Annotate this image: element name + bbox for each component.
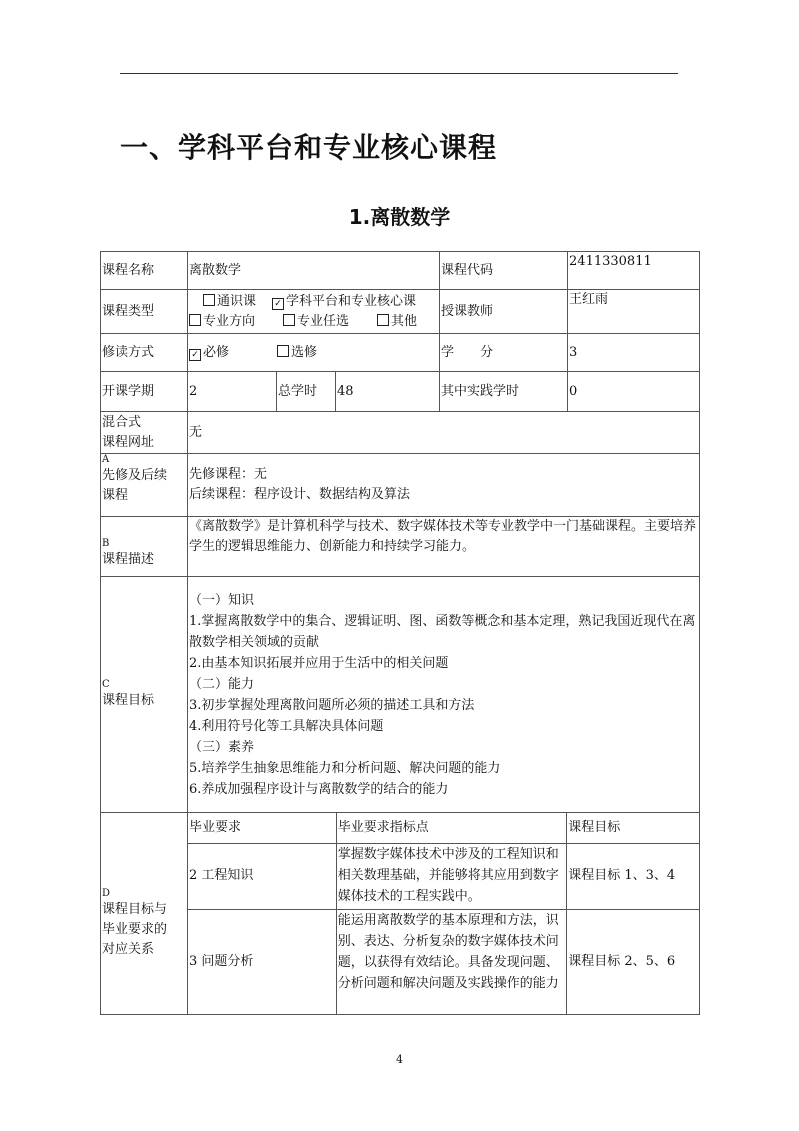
rel-goal: 课程目标 2、5、6 [567, 909, 699, 1014]
credit-label: 学 分 [440, 334, 568, 372]
rel-label [101, 813, 188, 1015]
goal-line: （一）知识 [189, 592, 255, 608]
course-title: 1.离散数学 [348, 205, 451, 229]
name-value: 离散数学 [188, 252, 440, 290]
section-heading: 一、学科平台和专业核心课程 [120, 131, 498, 164]
goal-letter: C [102, 678, 110, 690]
header-point: 毕业要求指标点 [336, 813, 566, 843]
desc-label [101, 517, 188, 577]
optional-label: 选修 [291, 344, 318, 360]
name-label: 课程名称 [101, 252, 188, 290]
relation-row [188, 909, 699, 1014]
rel-point: 能运用离散数学的基本原理和方法，识别、表达、分析复杂的数字媒体技术问题，以获得有效结论。具备发现问题、分析问题和解决问题及实践操作的能力 [336, 909, 566, 1014]
rel-goal: 课程目标 1、3、4 [567, 843, 699, 909]
semester-label: 开课学期 [101, 372, 188, 412]
elective-label: 专业任选 [297, 313, 350, 329]
teacher-label: 授课教师 [440, 290, 568, 334]
mode-options [188, 334, 440, 372]
row-semester [101, 372, 700, 412]
url-value: 无 [188, 412, 700, 454]
mode-label: 修读方式 [101, 334, 188, 372]
row-goals [101, 577, 700, 813]
row-course-name [101, 252, 700, 290]
direction-label: 专业方向 [203, 313, 256, 329]
direction-checkbox[interactable] [189, 314, 201, 326]
semester-value: 2 [188, 372, 277, 412]
general-checkbox[interactable] [203, 294, 215, 306]
practice-value: 0 [568, 372, 700, 412]
url-label-line2: 课程网址 [102, 434, 155, 450]
goal-line: 6.养成加强程序设计与离散数学的结合的能力 [189, 781, 449, 797]
practice-label: 其中实践学时 [440, 372, 568, 412]
goal-content [188, 577, 700, 813]
teacher-value: 王红雨 [568, 290, 700, 334]
rel-req: 3 问题分析 [188, 909, 336, 1014]
row-study-mode [101, 334, 700, 372]
desc-letter: B [102, 537, 110, 549]
goal-line: （三）素养 [189, 739, 255, 755]
followup-line: 后续课程：程序设计、数据结构及算法 [189, 487, 411, 502]
prereq-label-line1: 先修及后续 [102, 468, 168, 483]
page-number: 4 [396, 1053, 403, 1066]
header-rule [120, 73, 678, 74]
relation-row [188, 843, 699, 909]
general-label: 通识课 [217, 293, 257, 309]
code-value: 2411330811 [568, 252, 700, 290]
course-info-table [100, 251, 700, 1015]
row-course-type [101, 290, 700, 334]
hours-value: 48 [336, 372, 440, 412]
row-course-url [101, 412, 700, 454]
prereq-line: 先修课程：无 [189, 467, 268, 482]
rel-letter: D [102, 887, 111, 899]
row-relation [101, 813, 700, 1015]
header-req: 毕业要求 [188, 813, 336, 843]
platform-label: 学科平台和专业核心课 [286, 293, 417, 309]
row-prereq [101, 454, 700, 517]
platform-checkbox[interactable]: ✓ [272, 298, 284, 310]
prereq-label [101, 454, 188, 517]
required-checkbox[interactable]: ✓ [189, 349, 201, 361]
goal-label-text: 课程目标 [102, 692, 155, 708]
relation-header-row [188, 813, 699, 843]
type-options [188, 290, 440, 334]
other-label: 其他 [391, 313, 418, 329]
prereq-content [188, 454, 700, 517]
goal-line: （二）能力 [189, 676, 255, 692]
type-label: 课程类型 [101, 290, 188, 334]
url-label [101, 412, 188, 454]
rel-label-line2: 毕业要求的 [102, 921, 168, 937]
header-goal: 课程目标 [567, 813, 699, 843]
rel-label-line3: 对应关系 [102, 941, 155, 957]
rel-label-line1: 课程目标与 [102, 901, 168, 917]
goal-line: 4.利用符号化等工具解决具体问题 [189, 718, 384, 734]
required-label: 必修 [203, 344, 230, 360]
goal-line: 1.掌握离散数学中的集合、逻辑证明、图、函数等概念和基本定理，熟记我国近现代在离散数学相关领域的贡献 [189, 613, 696, 650]
goal-line: 3.初步掌握处理离散问题所必须的描述工具和方法 [189, 697, 475, 713]
rel-point: 掌握数字媒体技术中涉及的工程知识和相关数理基础，并能够将其应用到数字媒体技术的工程实践中。 [336, 843, 566, 909]
credit-value: 3 [568, 334, 700, 372]
prereq-letter: A [102, 454, 110, 465]
optional-checkbox[interactable] [277, 345, 289, 357]
other-checkbox[interactable] [377, 314, 389, 326]
goal-line: 5.培养学生抽象思维能力和分析问题、解决问题的能力 [189, 760, 501, 776]
relation-table [188, 813, 699, 1014]
rel-req: 2 工程知识 [188, 843, 336, 909]
desc-label-text: 课程描述 [102, 551, 155, 567]
row-description [101, 517, 700, 577]
relation-cell [188, 813, 700, 1015]
goal-label [101, 577, 188, 813]
hours-label: 总学时 [277, 372, 336, 412]
url-label-line1: 混合式 [102, 414, 142, 430]
goal-line: 2.由基本知识拓展并应用于生活中的相关问题 [189, 655, 449, 671]
elective-checkbox[interactable] [283, 314, 295, 326]
desc-text: 《离散数学》是计算机科学与技术、数字媒体技术等专业教学中一门基础课程。主要培养学生的逻辑思维能力、创新能力和持续学习能力。 [188, 517, 700, 577]
prereq-label-line2: 课程 [102, 488, 129, 503]
code-label: 课程代码 [440, 252, 568, 290]
